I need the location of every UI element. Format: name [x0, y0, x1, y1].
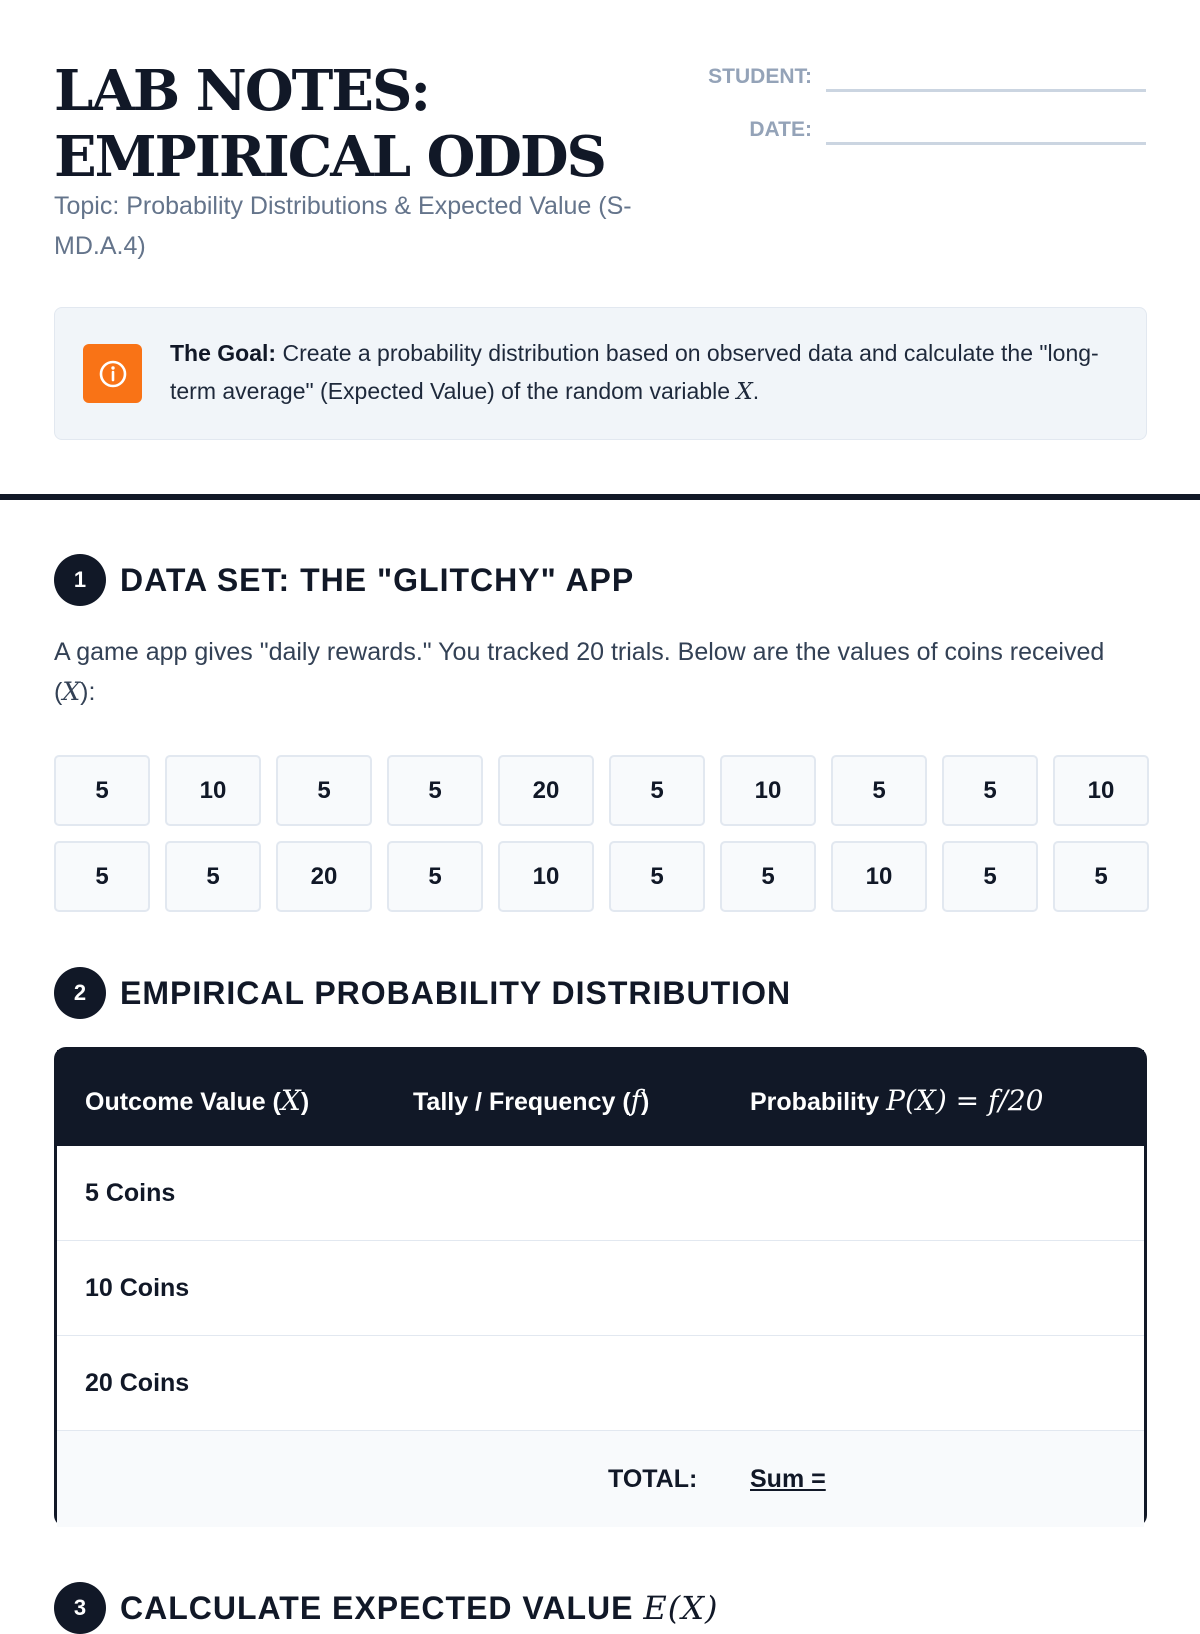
section-1-title: DATA SET: THE "GLITCHY" APP: [120, 561, 635, 598]
data-value-cell: 5: [609, 755, 705, 826]
info-icon: [83, 344, 142, 403]
student-label: STUDENT:: [708, 65, 812, 88]
data-grid: [54, 755, 1147, 912]
header-probability-text: Probability: [750, 1088, 880, 1116]
data-value-cell: 5: [942, 841, 1038, 912]
topic-subtitle: Topic: Probability Distributions & Expected Value (S-MD.A.4): [54, 192, 632, 260]
table-total-row: [57, 1431, 1144, 1527]
title-line-1: LAB NOTES:: [54, 58, 430, 124]
section-2-number: 2: [54, 967, 106, 1019]
header-probability-formula: P(X) = f/20: [886, 1084, 1044, 1117]
data-value-cell: 10: [498, 841, 594, 912]
data-value-cell: 20: [498, 755, 594, 826]
student-input-line[interactable]: [826, 58, 1146, 92]
row-outcome-label: 20 Coins: [85, 1368, 190, 1397]
section-1-intro: [54, 632, 1134, 712]
data-value-cell: 5: [165, 841, 261, 912]
goal-label: The Goal:: [170, 340, 277, 366]
page-title: [54, 58, 674, 190]
section-2-header: [54, 967, 791, 1019]
goal-text: [170, 334, 1120, 411]
date-label: DATE:: [749, 118, 812, 141]
goal-variable: X: [736, 379, 753, 405]
data-value-cell: 10: [831, 841, 927, 912]
data-value-cell: 10: [720, 755, 816, 826]
data-value-cell: 5: [54, 841, 150, 912]
section-2-title: EMPIRICAL PROBABILITY DISTRIBUTION: [120, 974, 792, 1011]
data-value-cell: 5: [387, 841, 483, 912]
header-frequency-var: f: [630, 1084, 642, 1117]
intro-variable: X: [62, 677, 81, 706]
header-outcome-end: ): [300, 1088, 310, 1116]
data-value-cell: 5: [387, 755, 483, 826]
header-probability: [750, 1084, 1043, 1117]
header-frequency: [413, 1084, 649, 1117]
section-1-number: 1: [54, 554, 106, 606]
section-3-header: [54, 1582, 719, 1634]
row-outcome-label: 5 Coins: [85, 1178, 176, 1207]
section-3-title-text: CALCULATE EXPECTED VALUE: [120, 1590, 634, 1626]
sum-label: Sum =: [750, 1464, 826, 1493]
section-3-number: 3: [54, 1582, 106, 1634]
header-frequency-text: Tally / Frequency (: [413, 1088, 631, 1116]
data-value-cell: 5: [831, 755, 927, 826]
table-row: [57, 1336, 1144, 1431]
date-field: [696, 111, 1146, 145]
data-value-cell: 5: [720, 841, 816, 912]
data-value-cell: 5: [1053, 841, 1149, 912]
table-header: [57, 1050, 1144, 1146]
header-frequency-end: ): [641, 1088, 650, 1116]
table-row: [57, 1241, 1144, 1336]
table-row: [57, 1146, 1144, 1241]
section-divider: [0, 494, 1200, 500]
section-3-title-math: E(X): [643, 1589, 719, 1627]
data-value-cell: 20: [276, 841, 372, 912]
goal-description: Create a probability distribution based on observed data and calculate the "long-term average" (Expected Value) of the random variable: [170, 340, 1099, 404]
goal-period: .: [752, 378, 760, 404]
goal-callout: [54, 307, 1147, 440]
header-outcome: [85, 1084, 309, 1117]
data-value-cell: 5: [54, 755, 150, 826]
title-line-2: EMPIRICAL ODDS: [54, 124, 605, 190]
section-3-title: [120, 1589, 719, 1627]
date-input-line[interactable]: [826, 111, 1146, 145]
header-outcome-var: X: [280, 1084, 301, 1117]
data-value-cell: 10: [1053, 755, 1149, 826]
data-value-cell: 10: [165, 755, 261, 826]
data-value-cell: 5: [942, 755, 1038, 826]
data-value-cell: 5: [609, 841, 705, 912]
data-value-cell: 5: [276, 755, 372, 826]
student-field: [696, 58, 1146, 92]
distribution-table: [54, 1047, 1147, 1527]
total-label: TOTAL:: [608, 1464, 698, 1493]
intro-end: ):: [80, 678, 96, 706]
header-outcome-text: Outcome Value (: [85, 1088, 281, 1116]
intro-text: A game app gives "daily rewards." You tracked 20 trials. Below are the values of coins received (: [54, 638, 1105, 706]
row-outcome-label: 10 Coins: [85, 1273, 190, 1302]
section-1-header: [54, 554, 634, 606]
